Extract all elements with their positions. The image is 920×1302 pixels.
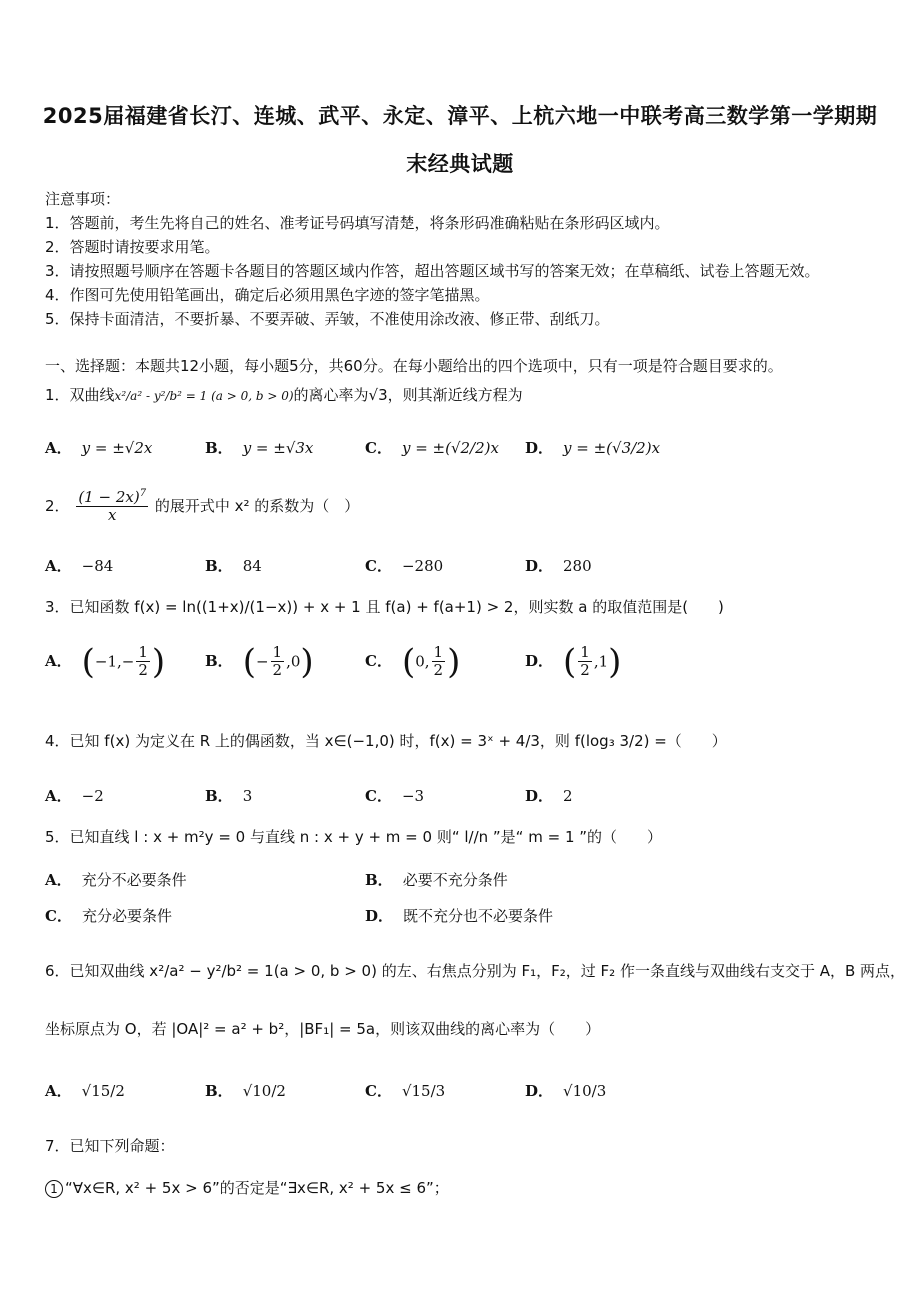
q2-suffix: 的展开式中 x² 的系数为（ ） [154,496,360,515]
circled-one-icon: 1 [45,1180,63,1198]
q3-option-b: B． (− $\frac{1}{2}$ ,0) [205,641,314,682]
q2-option-b: B． 84 [205,557,262,575]
q6-option-d: D． √10/3 [525,1082,607,1100]
title-line-1: 2025届福建省长汀、连城、武平、永定、漳平、上杭六地一中联考高三数学第一学期期 [42,104,878,128]
q2-option-d: D． 280 [525,557,592,575]
q1-prefix: 1．双曲线 [45,386,115,404]
q3-option-d: D． ( $\frac{1}{2}$ ,1) [525,641,622,682]
q1-suffix: 的离心率为√3，则其渐近线方程为 [293,386,523,404]
note-5: 5．保持卡面清洁，不要折暴、不要弄破、弄皱，不准使用涂改液、修正带、刮纸刀。 [45,310,610,328]
q6-option-b: B． √10/2 [205,1082,286,1100]
note-3: 3．请按照题号顺序在答题卡各题目的答题区域内作答，超出答题区域书写的答案无效；在草稿纸、试卷上答题无效。 [45,262,820,280]
q1-equation: x²/a² - y²/b² = 1 (a > 0, b > 0) [114,389,294,403]
q5-option-b: B． 必要不充分条件 [365,871,508,889]
note-1: 1．答题前，考生先将自己的姓名、准考证号码填写清楚，将条形码准确粘贴在条形码区域内。 [45,214,670,232]
notes-heading: 注意事项： [45,190,121,208]
question-2 [45,488,359,525]
q1-option-b: B． y = ±√3x [205,439,314,457]
q6-option-c: C． √15/3 [365,1082,446,1100]
section-heading: 一、选择题：本题共12小题，每小题5分，共60分。在每小题给出的四个选项中，只有一项是符合题目要求的。 [45,357,783,375]
note-2: 2．答题时请按要求用笔。 [45,238,220,256]
question-5: 5．已知直线 l : x + m²y = 0 与直线 n : x + y + m = 0 则“ l//n ”是“ m = 1 ”的（ ） [45,828,663,846]
q6-option-a: A． √15/2 [45,1082,125,1100]
q1-option-d: D． y = ±(√3/2)x [525,439,661,457]
q4-option-d: D． 2 [525,787,573,805]
q1-option-c: C． y = ±(√2/2)x [365,439,499,457]
note-4: 4．作图可先使用铅笔画出，确定后必须用黑色字迹的签字笔描黑。 [45,286,490,304]
q3-option-c: C． (0, $\frac{1}{2}$ ) [365,641,461,682]
q2-option-c: C． −280 [365,557,444,575]
question-6-line-2: 坐标原点为 O，若 |OA|² = a² + b²，|BF₁| = 5a，则该双曲线的离心率为（ ） [45,1020,601,1038]
question-4: 4．已知 f(x) 为定义在 R 上的偶函数，当 x∈(−1,0) 时，f(x) = 3ˣ + 4/3，则 f(log₃ 3/2) =（ ） [45,732,727,750]
q4-option-a: A． −2 [45,787,104,805]
q2-fraction: $\frac{(1 - 2x)^7}{x}$ [78,488,147,525]
question-1 [45,384,523,405]
q7-proposition-1: 1 “∀x∈R, x² + 5x > 6”的否定是“∃x∈R, x² + 5x ≤ 6”； [45,1177,449,1198]
q2-prefix: 2． [45,496,70,515]
q1-option-a: A． y = ±√2x [45,439,153,457]
question-6-line-1: 6．已知双曲线 x²/a² − y²/b² = 1(a > 0, b > 0) 的左、右焦点分别为 F₁，F₂，过 F₂ 作一条直线与双曲线右支交于 A，B 两点， [45,962,906,980]
q3-option-a: A． (−1,− $\frac{1}{2}$ ) [45,641,166,682]
q2-option-a: A． −84 [45,557,114,575]
title-line-2: 末经典试题 [406,152,514,176]
q4-option-b: B． 3 [205,787,253,805]
q4-option-c: C． −3 [365,787,425,805]
q5-option-d: D． 既不充分也不必要条件 [365,907,554,925]
q5-option-c: C． 充分必要条件 [45,907,172,925]
question-3: 3．已知函数 f(x) = ln((1+x)/(1−x)) + x + 1 且 f(a) + f(a+1) > 2，则实数 a 的取值范围是( ) [45,598,724,616]
q5-option-a: A． 充分不必要条件 [45,871,187,889]
question-7: 7．已知下列命题： [45,1137,175,1155]
